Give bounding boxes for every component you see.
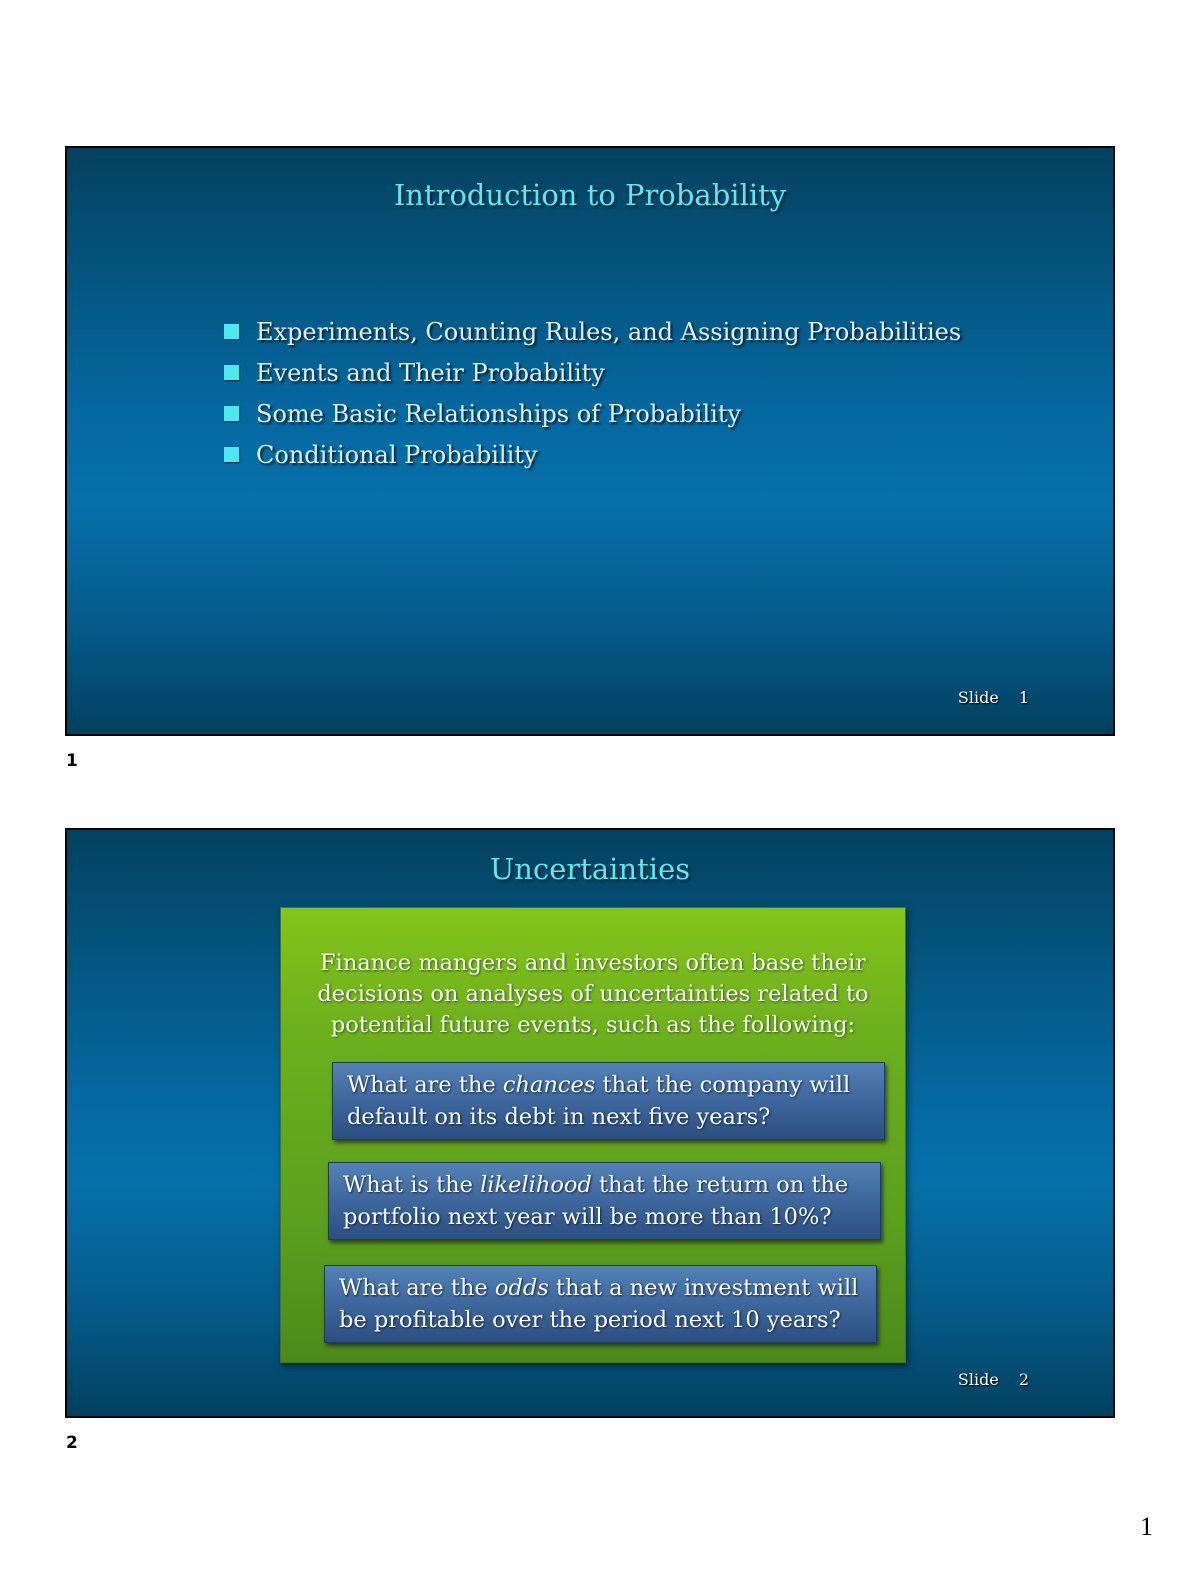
uncertainties-intro: Finance mangers and investors often base their decisions on analyses of uncertainties related to potential future events, such as the following:: [317, 950, 869, 1038]
question-emphasis: odds: [494, 1275, 549, 1301]
question-text: What are the: [339, 1275, 495, 1301]
square-bullet-icon: [224, 324, 239, 339]
slide-label: Slide: [957, 1370, 999, 1389]
bullet-text: Experiments, Counting Rules, and Assigning Probabilities: [256, 317, 962, 346]
question-text: What are the: [347, 1072, 503, 1098]
page-number: 1: [1140, 1512, 1153, 1541]
list-item: [224, 352, 961, 393]
question-box-chances: [332, 1062, 885, 1140]
slide-1-bullet-list: [224, 311, 961, 475]
slide-1-title: Introduction to Probability: [393, 178, 787, 212]
slide-2-number: [958, 1370, 1029, 1389]
question-text: that the return on the portfolio next year will be more than 10%?: [343, 1172, 849, 1230]
square-bullet-icon: [224, 406, 239, 421]
square-bullet-icon: [224, 365, 239, 380]
bullet-text: Conditional Probability: [256, 440, 538, 469]
question-emphasis: likelihood: [480, 1172, 592, 1198]
bullet-text: Some Basic Relationships of Probability: [256, 399, 742, 428]
slide-1: [65, 146, 1115, 736]
question-emphasis: chances: [502, 1072, 596, 1098]
slide-1-number: [958, 688, 1029, 707]
uncertainties-panel: [280, 907, 906, 1363]
question-box-odds: [324, 1265, 877, 1343]
square-bullet-icon: [224, 447, 239, 462]
slide-2-title: Uncertainties: [489, 852, 691, 886]
question-box-likelihood: [328, 1162, 881, 1240]
list-item: [224, 434, 961, 475]
question-text: that a new investment will be profitable over the period next 10 years?: [339, 1275, 859, 1333]
list-item: [224, 393, 961, 434]
slide-number-value: 2: [1018, 1370, 1029, 1389]
slide-2: [65, 828, 1115, 1418]
slide-number-value: 1: [1018, 688, 1029, 707]
question-text: What is the: [343, 1172, 481, 1198]
question-text: that the company will default on its debt in next five years?: [347, 1072, 851, 1130]
slide-label: Slide: [957, 688, 999, 707]
list-item: [224, 311, 961, 352]
bullet-text: Events and Their Probability: [256, 358, 605, 387]
slide-1-page-label: 1: [66, 751, 78, 771]
slide-2-page-label: 2: [66, 1433, 78, 1453]
